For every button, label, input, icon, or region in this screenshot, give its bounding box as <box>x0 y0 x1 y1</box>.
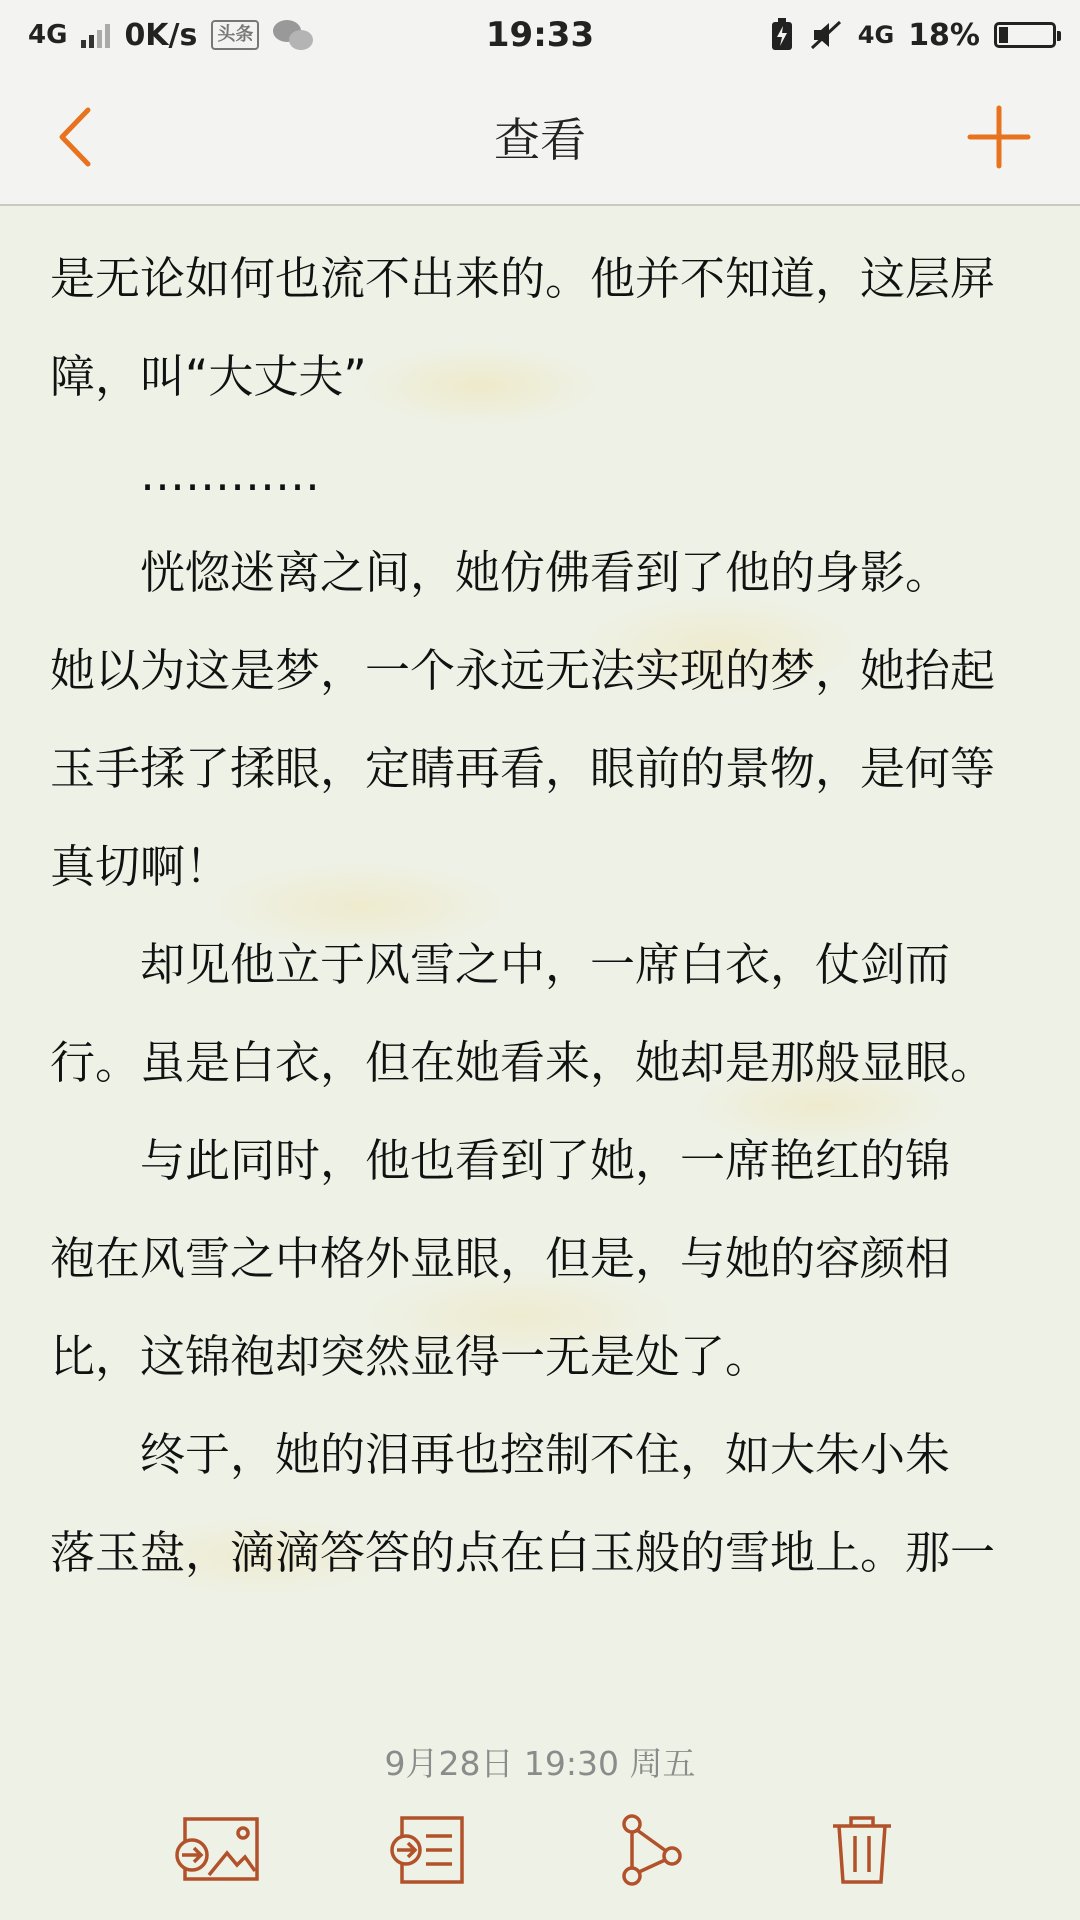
text-line: 玉手揉了揉眼，定睛再看，眼前的景物，是何等 <box>50 742 996 795</box>
text-line: 袍在风雪之中格外显眼，但是，与她的容颜相 <box>50 1232 951 1285</box>
text-line: 障，叫“大丈夫” <box>50 350 367 403</box>
news-app-label: 头条 <box>217 24 254 45</box>
status-left-group <box>28 0 315 70</box>
export-text-button[interactable] <box>378 1800 478 1900</box>
export-image-icon <box>175 1815 261 1885</box>
network-type-right: 4G <box>857 21 895 49</box>
share-icon <box>608 1810 688 1890</box>
export-text-icon <box>388 1814 468 1886</box>
text-line: 她以为这是梦，一个永远无法实现的梦，她抬起 <box>50 644 996 697</box>
mute-icon <box>808 18 844 52</box>
note-text <box>50 230 1060 1602</box>
footer-toolbar <box>0 1720 1080 1920</box>
text-line: 落玉盘，滴滴答答的点在白玉般的雪地上。那一 <box>50 1526 996 1579</box>
trash-icon <box>827 1812 897 1888</box>
note-content[interactable] <box>0 206 1080 1720</box>
text-line: 终于，她的泪再也控制不住，如大朱小朱 <box>50 1428 951 1481</box>
text-line: 恍惚迷离之间，她仿佛看到了他的身影。 <box>50 546 951 599</box>
text-line: 比，这锦袍却突然显得一无是处了。 <box>50 1330 771 1383</box>
text-line: 真切啊！ <box>50 840 231 893</box>
back-button[interactable] <box>44 100 114 174</box>
battery-level <box>999 27 1008 43</box>
news-app-icon <box>211 20 259 50</box>
text-line: 却见他立于风雪之中，一席白衣，仗剑而 <box>50 938 951 991</box>
delete-button[interactable] <box>812 1800 912 1900</box>
text-line: ………… <box>50 448 321 501</box>
wechat-icon <box>273 18 315 52</box>
app-header <box>0 70 1080 206</box>
signal-icon <box>81 22 110 48</box>
status-bar <box>0 0 1080 70</box>
share-button[interactable] <box>598 1800 698 1900</box>
text-line: 是无论如何也流不出来的。他并不知道，这层屏 <box>50 252 996 305</box>
status-right-group <box>770 0 1056 70</box>
network-type-left: 4G <box>28 20 68 50</box>
page-title: 查看 <box>494 113 586 167</box>
text-line: 与此同时，他也看到了她，一席艳红的锦 <box>50 1134 951 1187</box>
text-line: 行。虽是白衣，但在她看来，她却是那般显眼。 <box>50 1036 996 1089</box>
battery-percent: 18% <box>908 17 980 53</box>
status-time: 19:33 <box>485 15 595 55</box>
network-speed: 0K/s <box>124 17 198 53</box>
battery-icon <box>994 22 1056 48</box>
chevron-left-icon <box>44 100 114 174</box>
plus-icon <box>962 100 1036 174</box>
note-timestamp: 9月28日 19:30 周五 <box>384 1744 696 1783</box>
add-button[interactable] <box>962 100 1036 174</box>
charging-icon <box>770 18 794 52</box>
export-image-button[interactable] <box>168 1800 268 1900</box>
